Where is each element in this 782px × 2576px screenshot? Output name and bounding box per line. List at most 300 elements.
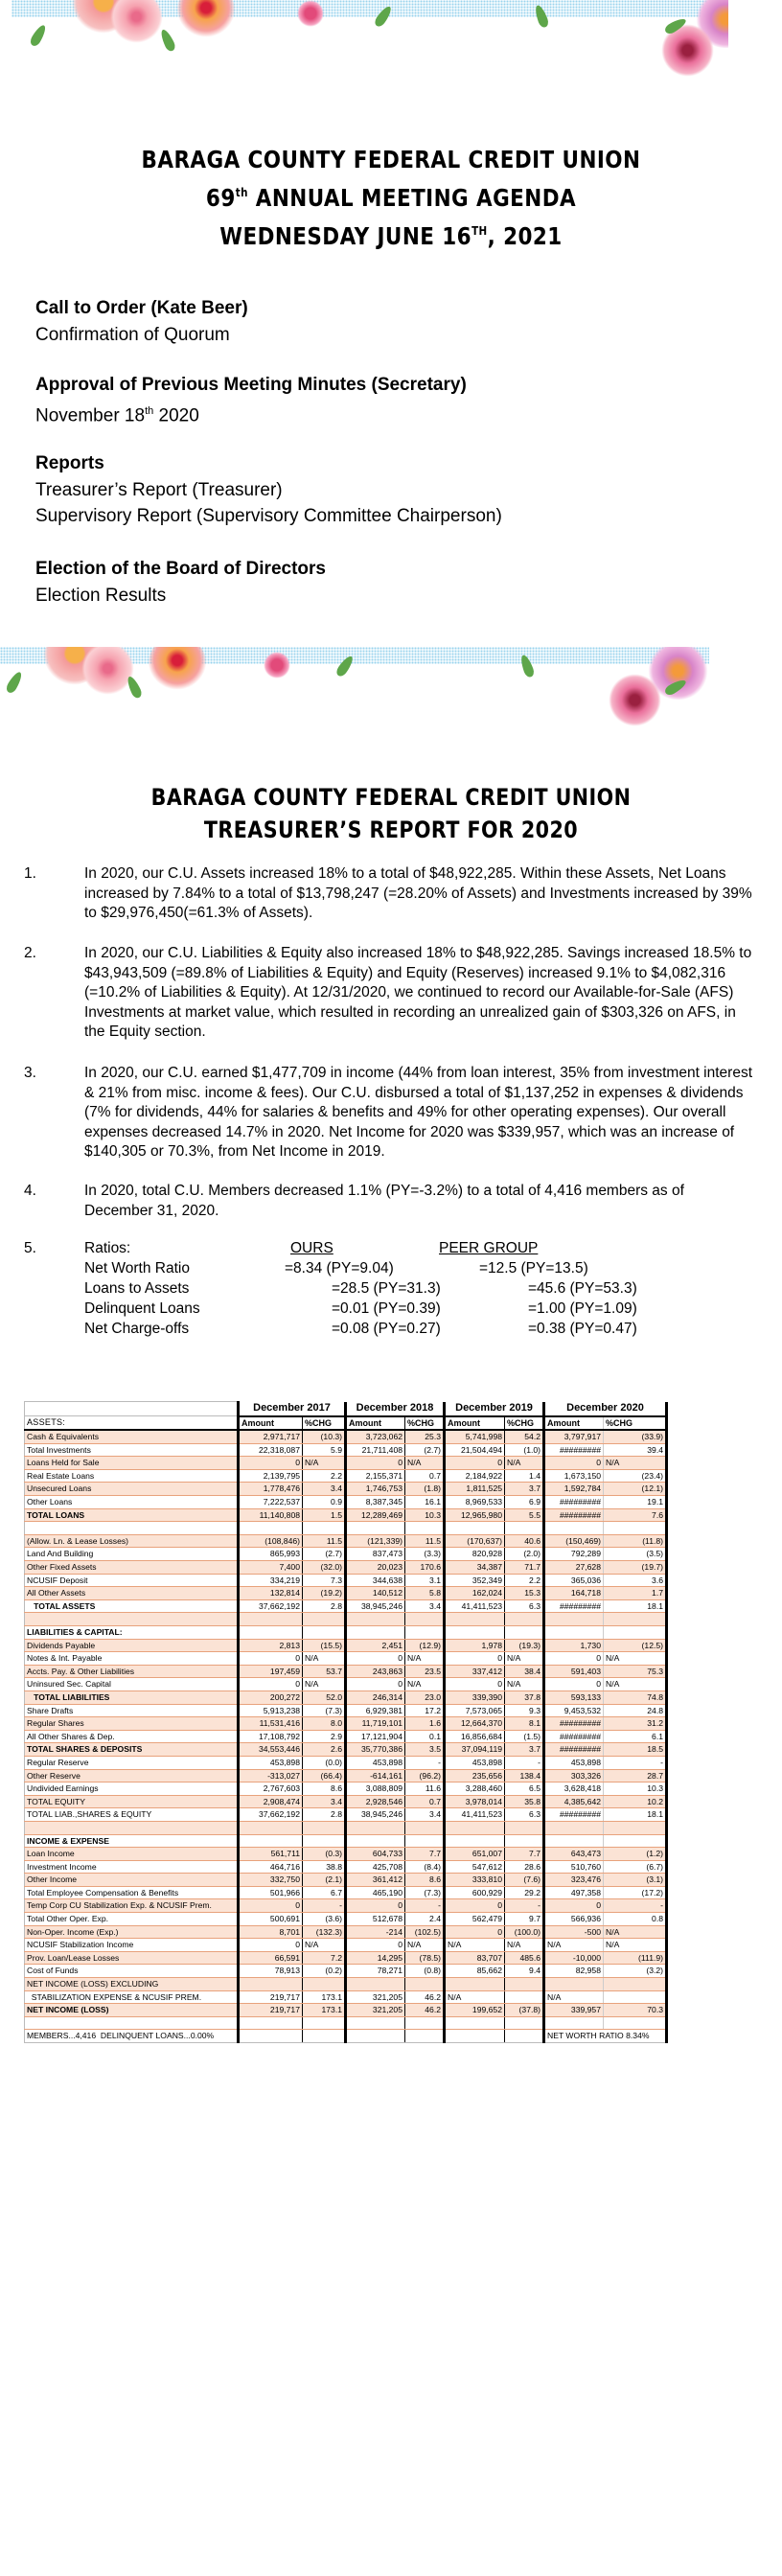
column-header-amount: Amount xyxy=(544,1416,604,1431)
table-row xyxy=(25,1925,667,1939)
pct-change-cell: 5.8 xyxy=(405,1587,445,1600)
leaf-decoration xyxy=(158,28,176,53)
pct-change-cell: N/A xyxy=(405,1939,445,1952)
amount-cell: ######### xyxy=(544,1443,604,1457)
assets-section-label: ASSETS: xyxy=(25,1416,239,1431)
amount-cell: 303,326 xyxy=(544,1769,604,1782)
table-row xyxy=(25,1795,667,1808)
amount-cell xyxy=(346,1522,405,1535)
row-label: TOTAL LIABILITIES xyxy=(25,1690,239,1704)
amount-cell xyxy=(544,1821,604,1834)
pct-change-cell: 25.3 xyxy=(405,1430,445,1443)
amount-cell: 453,898 xyxy=(239,1756,303,1769)
row-label: Dividends Payable xyxy=(25,1639,239,1652)
row-label: Regular Reserve xyxy=(25,1756,239,1769)
pct-change-cell xyxy=(505,1821,544,1834)
amount-cell: 66,591 xyxy=(239,1951,303,1965)
ratios-peer-header: PEER GROUP xyxy=(439,1240,539,1256)
ratio-peer-value: =1.00 (PY=1.09) xyxy=(528,1300,637,1317)
row-label: Land And Building xyxy=(25,1548,239,1561)
row-label: Other Reserve xyxy=(25,1769,239,1782)
amount-cell: 37,094,119 xyxy=(445,1743,505,1757)
pct-change-cell: 9.3 xyxy=(505,1704,544,1717)
ratio-name: Net Worth Ratio xyxy=(84,1260,190,1276)
amount-cell: 820,928 xyxy=(445,1548,505,1561)
table-row xyxy=(25,1561,667,1575)
ratio-peer-value: =45.6 (PY=53.3) xyxy=(528,1280,637,1297)
table-row xyxy=(25,1965,667,1978)
amount-cell: 0 xyxy=(346,1457,405,1470)
ratio-peer-value: =12.5 (PY=13.5) xyxy=(479,1260,588,1276)
pct-change-cell: (37.8) xyxy=(505,2004,544,2017)
amount-cell: 0 xyxy=(346,1652,405,1666)
amount-cell: 37,662,192 xyxy=(239,1808,303,1822)
amount-cell: 593,133 xyxy=(544,1690,604,1704)
paragraph-text: In 2020, total C.U. Members decreased 1.1% (PY=-3.2%) to a total of 4,416 members as of December 31, 2020. xyxy=(84,1183,684,1219)
row-label: Share Drafts xyxy=(25,1704,239,1717)
pct-change-cell: 28.7 xyxy=(604,1769,667,1782)
amount-cell: 2,908,474 xyxy=(239,1795,303,1808)
pct-change-cell xyxy=(303,1613,346,1626)
amount-cell: 35,770,386 xyxy=(346,1743,405,1757)
pct-change-cell: 7.2 xyxy=(303,1951,346,1965)
pct-change-cell: - xyxy=(604,1899,667,1913)
amount-cell: (170,637) xyxy=(445,1534,505,1548)
amount-cell: 219,717 xyxy=(239,2004,303,2017)
row-label: TOTAL LOANS xyxy=(25,1508,239,1522)
amount-cell: 9,453,532 xyxy=(544,1704,604,1717)
agenda-title xyxy=(55,144,727,253)
table-row xyxy=(25,1496,667,1509)
pct-change-cell: 10.3 xyxy=(604,1782,667,1796)
amount-cell: 465,190 xyxy=(346,1886,405,1899)
amount-cell xyxy=(239,1821,303,1834)
pct-change-cell: 485.6 xyxy=(505,1951,544,1965)
pct-change-cell: 2.2 xyxy=(303,1469,346,1483)
amount-cell: 78,271 xyxy=(346,1965,405,1978)
amount-cell: 566,936 xyxy=(544,1913,604,1926)
amount-cell xyxy=(346,1834,405,1848)
amount-cell: (150,469) xyxy=(544,1534,604,1548)
pct-change-cell xyxy=(604,1522,667,1535)
pct-change-cell: 8.0 xyxy=(303,1717,346,1731)
pct-change-cell: N/A xyxy=(505,1678,544,1691)
amount-cell: 235,656 xyxy=(445,1769,505,1782)
report-title-line-1: BARAGA COUNTY FEDERAL CREDIT UNION xyxy=(150,784,632,811)
pct-change-cell: - xyxy=(303,1899,346,1913)
pct-change-cell: 2.8 xyxy=(303,1599,346,1613)
pct-change-cell: (19.2) xyxy=(303,1587,346,1600)
amount-cell xyxy=(239,1626,303,1640)
amount-cell: 501,966 xyxy=(239,1886,303,1899)
row-label: INCOME & EXPENSE xyxy=(25,1834,239,1848)
pct-change-cell: 8.1 xyxy=(505,1717,544,1731)
ratio-ours-value: =0.01 (PY=0.39) xyxy=(332,1300,441,1317)
amount-cell: 512,678 xyxy=(346,1913,405,1926)
amount-cell: 243,863 xyxy=(346,1665,405,1678)
pct-change-cell: 9.7 xyxy=(505,1913,544,1926)
amount-cell: 1,978 xyxy=(445,1639,505,1652)
pct-change-cell: 3.4 xyxy=(303,1795,346,1808)
amount-cell xyxy=(239,2030,303,2043)
amount-cell: 8,701 xyxy=(239,1925,303,1939)
amount-cell: 3,288,460 xyxy=(445,1782,505,1796)
amount-cell: 7,400 xyxy=(239,1561,303,1575)
pct-change-cell xyxy=(604,1834,667,1848)
amount-cell: 0 xyxy=(239,1939,303,1952)
row-label: Loan Income xyxy=(25,1848,239,1861)
amount-cell xyxy=(445,1978,505,1991)
amount-cell xyxy=(445,1626,505,1640)
amount-cell: 200,272 xyxy=(239,1690,303,1704)
pct-change-cell: 173.1 xyxy=(303,1990,346,2004)
pct-change-cell: (12.5) xyxy=(604,1639,667,1652)
amount-cell: -214 xyxy=(346,1925,405,1939)
amount-cell: ######### xyxy=(544,1599,604,1613)
pct-change-cell xyxy=(505,1613,544,1626)
pct-change-cell xyxy=(405,1821,445,1834)
pct-change-cell: 3.7 xyxy=(505,1483,544,1496)
row-label: Cost of Funds xyxy=(25,1965,239,1978)
table-row xyxy=(25,1874,667,1887)
pct-change-cell: (15.5) xyxy=(303,1639,346,1652)
pct-change-cell: 8.6 xyxy=(405,1874,445,1887)
amount-cell: 12,289,469 xyxy=(346,1508,405,1522)
row-label: Uninsured Sec. Capital xyxy=(25,1678,239,1691)
amount-cell: 4,385,642 xyxy=(544,1795,604,1808)
ratio-name: Loans to Assets xyxy=(84,1280,190,1297)
pct-change-cell: (2.7) xyxy=(303,1548,346,1561)
pct-change-cell xyxy=(405,2016,445,2030)
amount-cell: 5,913,238 xyxy=(239,1704,303,1717)
pct-change-cell: 23.0 xyxy=(405,1690,445,1704)
pct-change-cell: 5.5 xyxy=(505,1508,544,1522)
ratios-label: Ratios: xyxy=(84,1240,131,1256)
report-title-line-2: TREASURER’S REPORT FOR 2020 xyxy=(203,816,579,843)
pct-change-cell: 17.2 xyxy=(405,1704,445,1717)
pct-change-cell: 6.1 xyxy=(604,1730,667,1743)
pct-change-cell: (0.3) xyxy=(303,1848,346,1861)
pct-change-cell xyxy=(505,2030,544,2043)
year-header-blank xyxy=(25,1402,239,1416)
amount-cell: 0 xyxy=(239,1652,303,1666)
pct-change-cell: (8.4) xyxy=(405,1860,445,1874)
pct-change-cell: (12.1) xyxy=(604,1483,667,1496)
flower-decoration xyxy=(110,0,163,43)
pct-change-cell: - xyxy=(604,1756,667,1769)
agenda-heading: Election of the Board of Directors xyxy=(35,559,326,579)
table-row xyxy=(25,1652,667,1666)
pct-change-cell: 2.2 xyxy=(505,1574,544,1587)
amount-cell: 85,662 xyxy=(445,1965,505,1978)
amount-cell: 3,723,062 xyxy=(346,1430,405,1443)
floral-banner-middle xyxy=(0,647,728,728)
table-row xyxy=(25,1430,667,1443)
row-label xyxy=(25,1821,239,1834)
agenda-heading: Reports xyxy=(35,453,104,473)
table-row xyxy=(25,1626,667,1640)
row-label xyxy=(25,1522,239,1535)
ratio-ours-value: =0.08 (PY=0.27) xyxy=(332,1321,441,1337)
amount-cell xyxy=(544,1834,604,1848)
row-label: Prov. Loan/Lease Losses xyxy=(25,1951,239,1965)
row-label: LIABILITIES & CAPITAL: xyxy=(25,1626,239,1640)
pct-change-cell: 170.6 xyxy=(405,1561,445,1575)
table-row xyxy=(25,1834,667,1848)
amount-cell: 3,978,014 xyxy=(445,1795,505,1808)
amount-cell: 21,711,408 xyxy=(346,1443,405,1457)
amount-cell: ######### xyxy=(544,1508,604,1522)
amount-cell: 11,719,101 xyxy=(346,1717,405,1731)
pct-change-cell: (2.1) xyxy=(303,1874,346,1887)
amount-cell: (108,846) xyxy=(239,1534,303,1548)
table-row xyxy=(25,1469,667,1483)
row-label: TOTAL EQUITY xyxy=(25,1795,239,1808)
table-row xyxy=(25,2030,667,2043)
pct-change-cell: 1.4 xyxy=(505,1469,544,1483)
agenda-item: Election Results xyxy=(35,586,167,606)
flower-decoration xyxy=(297,0,324,27)
amount-cell: 14,295 xyxy=(346,1951,405,1965)
amount-cell: 140,512 xyxy=(346,1587,405,1600)
row-label: Total Investments xyxy=(25,1443,239,1457)
financial-statement-table xyxy=(24,1401,668,2043)
pct-change-cell: 6.9 xyxy=(505,1496,544,1509)
amount-cell: 1,730 xyxy=(544,1639,604,1652)
amount-cell: 2,767,603 xyxy=(239,1782,303,1796)
amount-cell: 333,810 xyxy=(445,1874,505,1887)
agenda-item: Supervisory Report (Supervisory Committee Chairperson) xyxy=(35,506,502,526)
pct-change-cell: 3.4 xyxy=(303,1483,346,1496)
amount-cell: 8,387,345 xyxy=(346,1496,405,1509)
pct-change-cell xyxy=(405,1834,445,1848)
amount-cell xyxy=(346,1626,405,1640)
amount-cell: 510,760 xyxy=(544,1860,604,1874)
pct-change-cell: (7.3) xyxy=(303,1704,346,1717)
pct-change-cell: 1.6 xyxy=(405,1717,445,1731)
pct-change-cell: 3.4 xyxy=(405,1599,445,1613)
pct-change-cell xyxy=(405,1978,445,1991)
amount-cell: 591,403 xyxy=(544,1665,604,1678)
table-row xyxy=(25,1599,667,1613)
amount-cell: 0 xyxy=(239,1899,303,1913)
pct-change-cell: 10.2 xyxy=(604,1795,667,1808)
pct-change-cell: N/A xyxy=(604,1678,667,1691)
pct-change-cell: N/A xyxy=(405,1678,445,1691)
pct-change-cell: (3.2) xyxy=(604,1965,667,1978)
row-label xyxy=(25,1613,239,1626)
paragraph-text: In 2020, our C.U. Assets increased 18% to a total of $48,922,285. Within these Assets, Net Loans increased by 7.84% to a total of $13,798,247 (=28.20% of Assets) and Investments increased by 39% to $29,976,450(=61.3% of Assets). xyxy=(84,865,752,921)
amount-cell: 497,358 xyxy=(544,1886,604,1899)
flower-decoration xyxy=(177,0,235,38)
leaf-decoration xyxy=(125,675,143,700)
amount-cell: 547,612 xyxy=(445,1860,505,1874)
pct-change-cell: 3.6 xyxy=(604,1574,667,1587)
amount-cell: 453,898 xyxy=(445,1756,505,1769)
amount-cell: 344,638 xyxy=(346,1574,405,1587)
amount-cell xyxy=(346,1821,405,1834)
amount-cell: 365,036 xyxy=(544,1574,604,1587)
amount-cell: 20,023 xyxy=(346,1561,405,1575)
pct-change-cell xyxy=(303,1978,346,1991)
amount-cell xyxy=(544,1978,604,1991)
amount-cell: 0 xyxy=(544,1457,604,1470)
pct-change-cell: 3.4 xyxy=(405,1808,445,1822)
amount-cell: 34,387 xyxy=(445,1561,505,1575)
amount-cell xyxy=(544,2016,604,2030)
pct-change-cell xyxy=(604,1821,667,1834)
paragraph-number: 3. xyxy=(24,1065,36,1081)
pct-change-cell xyxy=(505,1626,544,1640)
table-row xyxy=(25,1939,667,1952)
table-row xyxy=(25,1951,667,1965)
pct-change-cell: (19.3) xyxy=(505,1639,544,1652)
pct-change-cell: (2.0) xyxy=(505,1548,544,1561)
pct-change-cell: 19.1 xyxy=(604,1496,667,1509)
pct-change-cell: 3.1 xyxy=(405,1574,445,1587)
column-header-pct: %CHG xyxy=(505,1416,544,1431)
pct-change-cell: 40.6 xyxy=(505,1534,544,1548)
pct-change-cell: N/A xyxy=(505,1652,544,1666)
pct-change-cell: 52.0 xyxy=(303,1690,346,1704)
pct-change-cell: N/A xyxy=(303,1652,346,1666)
table-row xyxy=(25,1534,667,1548)
amount-cell: 337,412 xyxy=(445,1665,505,1678)
pct-change-cell: - xyxy=(405,1899,445,1913)
row-label xyxy=(25,2016,239,2030)
amount-cell: 562,479 xyxy=(445,1913,505,1926)
table-row xyxy=(25,1756,667,1769)
pct-change-cell: N/A xyxy=(505,1939,544,1952)
amount-cell: 0 xyxy=(544,1678,604,1691)
row-label: Other Income xyxy=(25,1874,239,1887)
amount-cell: 0 xyxy=(445,1678,505,1691)
agenda-heading: Call to Order (Kate Beer) xyxy=(35,298,248,318)
agenda-section-election xyxy=(35,556,326,609)
year-header: December 2017 xyxy=(239,1402,346,1416)
pct-change-cell xyxy=(405,1626,445,1640)
amount-cell xyxy=(544,1522,604,1535)
pct-change-cell: 6.3 xyxy=(505,1599,544,1613)
row-label: Real Estate Loans xyxy=(25,1469,239,1483)
pct-change-cell xyxy=(604,1978,667,1991)
pct-change-cell: (96.2) xyxy=(405,1769,445,1782)
pct-change-cell: 0.7 xyxy=(405,1795,445,1808)
amount-cell: 1,746,753 xyxy=(346,1483,405,1496)
amount-cell: 561,711 xyxy=(239,1848,303,1861)
amount-cell: 2,155,371 xyxy=(346,1469,405,1483)
pct-change-cell: 11.5 xyxy=(405,1534,445,1548)
column-header-row xyxy=(25,1416,667,1431)
amount-cell: 792,289 xyxy=(544,1548,604,1561)
pct-change-cell: (111.9) xyxy=(604,1951,667,1965)
table-row xyxy=(25,2016,667,2030)
amount-cell: 246,314 xyxy=(346,1690,405,1704)
amount-cell: 17,108,792 xyxy=(239,1730,303,1743)
table-row xyxy=(25,1821,667,1834)
pct-change-cell: 31.2 xyxy=(604,1717,667,1731)
pct-change-cell: 2.8 xyxy=(303,1808,346,1822)
pct-change-cell: (3.5) xyxy=(604,1548,667,1561)
amount-cell: 82,958 xyxy=(544,1965,604,1978)
row-label: Undivided Earnings xyxy=(25,1782,239,1796)
amount-cell: N/A xyxy=(544,1939,604,1952)
pct-change-cell: N/A xyxy=(604,1925,667,1939)
amount-cell: 321,205 xyxy=(346,1990,405,2004)
amount-cell: 2,971,717 xyxy=(239,1430,303,1443)
table-row xyxy=(25,1743,667,1757)
pct-change-cell: 5.9 xyxy=(303,1443,346,1457)
pct-change-cell xyxy=(604,1990,667,2004)
amount-cell: 453,898 xyxy=(346,1756,405,1769)
amount-cell xyxy=(346,1613,405,1626)
table-row xyxy=(25,1782,667,1796)
pct-change-cell: 10.3 xyxy=(405,1508,445,1522)
amount-cell: 0 xyxy=(445,1652,505,1666)
table-row xyxy=(25,1665,667,1678)
pct-change-cell: 37.8 xyxy=(505,1690,544,1704)
pct-change-cell: (10.3) xyxy=(303,1430,346,1443)
amount-cell: 11,531,416 xyxy=(239,1717,303,1731)
table-row xyxy=(25,1587,667,1600)
pct-change-cell: (7.3) xyxy=(405,1886,445,1899)
table-row xyxy=(25,1574,667,1587)
table-row xyxy=(25,1508,667,1522)
agenda-title-line-3: WEDNESDAY JUNE 16TH, 2021 xyxy=(219,222,563,250)
pct-change-cell: (19.7) xyxy=(604,1561,667,1575)
table-row xyxy=(25,1443,667,1457)
table-row xyxy=(25,1769,667,1782)
pct-change-cell xyxy=(604,2016,667,2030)
amount-cell: 334,219 xyxy=(239,1574,303,1587)
amount-cell: 1,592,784 xyxy=(544,1483,604,1496)
pct-change-cell: 173.1 xyxy=(303,2004,346,2017)
pct-change-cell: 2.9 xyxy=(303,1730,346,1743)
pct-change-cell xyxy=(303,1834,346,1848)
agenda-item: Confirmation of Quorum xyxy=(35,325,230,345)
floral-banner-top xyxy=(0,0,728,81)
agenda-section-reports xyxy=(35,450,502,529)
amount-cell: 2,928,546 xyxy=(346,1795,405,1808)
pct-change-cell: (100.0) xyxy=(505,1925,544,1939)
pct-change-cell xyxy=(405,2030,445,2043)
pct-change-cell: (66.4) xyxy=(303,1769,346,1782)
row-label: Non-Oper. Income (Exp.) xyxy=(25,1925,239,1939)
pct-change-cell xyxy=(303,2030,346,2043)
pct-change-cell xyxy=(505,1990,544,2004)
pct-change-cell: 74.8 xyxy=(604,1690,667,1704)
amount-cell: 332,750 xyxy=(239,1874,303,1887)
row-label: TOTAL LIAB.,SHARES & EQUITY xyxy=(25,1808,239,1822)
pct-change-cell xyxy=(505,1834,544,1848)
amount-cell: 3,797,917 xyxy=(544,1430,604,1443)
pct-change-cell: (17.2) xyxy=(604,1886,667,1899)
amount-cell: 865,993 xyxy=(239,1548,303,1561)
table-row xyxy=(25,1548,667,1561)
pct-change-cell: - xyxy=(505,1756,544,1769)
paragraph-number: 2. xyxy=(24,945,36,961)
pct-change-cell: N/A xyxy=(303,1939,346,1952)
row-label: (Allow. Ln. & Lease Losses) xyxy=(25,1534,239,1548)
pct-change-cell: 7.7 xyxy=(405,1848,445,1861)
amount-cell: 38,945,246 xyxy=(346,1599,405,1613)
amount-cell: 2,184,922 xyxy=(445,1469,505,1483)
pct-change-cell: 7.3 xyxy=(303,1574,346,1587)
amount-cell: N/A xyxy=(445,1939,505,1952)
pct-change-cell: 138.4 xyxy=(505,1769,544,1782)
amount-cell xyxy=(445,1522,505,1535)
pct-change-cell: 46.2 xyxy=(405,2004,445,2017)
